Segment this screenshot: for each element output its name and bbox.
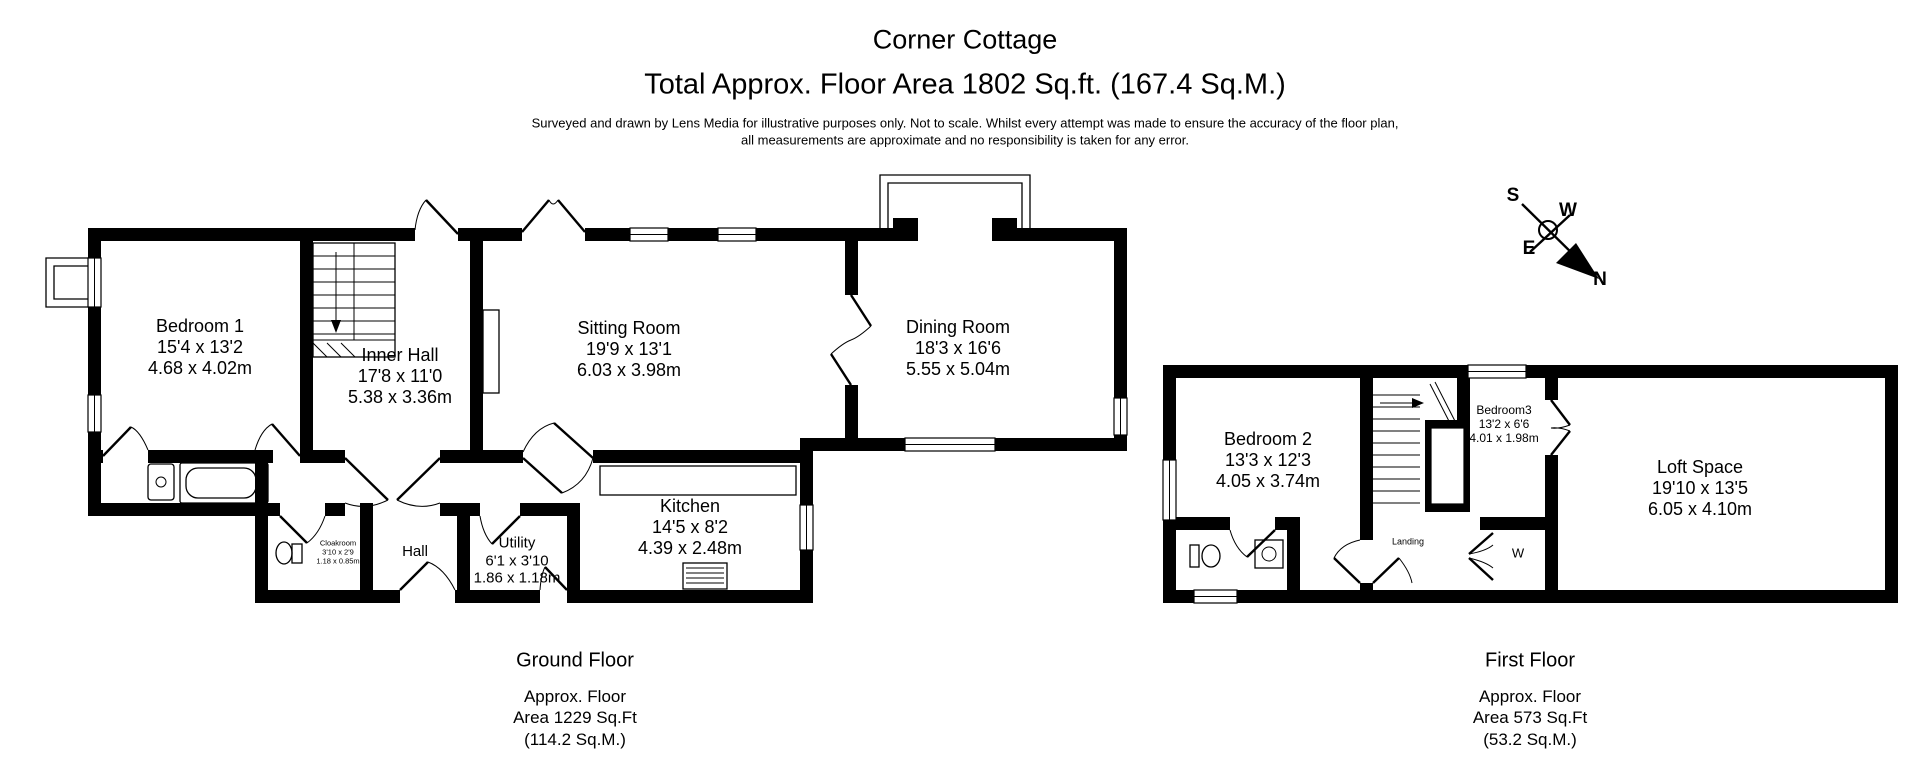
disclaimer-line-1: Surveyed and drawn by Lens Media for illustrative purposes only. Not to scale. Whilst every attempt was made to ensure the accuracy of the floor plan, bbox=[531, 115, 1399, 131]
room-label-hall: Hall bbox=[402, 543, 428, 561]
cloakroom-toilet-icon bbox=[276, 542, 302, 564]
room-label-sitting-room: Sitting Room 19'9 x 13'1 6.03 x 3.98m bbox=[576, 318, 682, 381]
bedroom1-bay-window bbox=[46, 258, 88, 307]
room-label-landing: Landing bbox=[1391, 536, 1425, 547]
room-label-bedroom-3: Bedroom3 13'2 x 6'6 4.01 x 1.98m bbox=[1469, 402, 1539, 446]
room-label-bedroom-1: Bedroom 1 15'4 x 13'2 4.68 x 4.02m bbox=[147, 316, 253, 379]
first-floor-area-summary: Approx. Floor Area 573 Sq.Ft (53.2 Sq.M.) bbox=[1472, 687, 1588, 749]
room-label-dining-room: Dining Room 18'3 x 16'6 5.55 x 5.04m bbox=[905, 317, 1011, 380]
room-label-bedroom-2: Bedroom 2 13'3 x 12'3 4.05 x 3.74m bbox=[1215, 429, 1321, 492]
first-floor-title: First Floor bbox=[1485, 649, 1575, 672]
compass-west-label: W bbox=[1559, 200, 1577, 221]
room-label-wardrobe: W bbox=[1511, 545, 1525, 561]
ground-floor-title: Ground Floor bbox=[516, 649, 634, 672]
bathroom-sink-icon bbox=[148, 464, 174, 500]
bath-icon bbox=[180, 463, 268, 503]
fireplace bbox=[483, 310, 499, 393]
compass-north-label: N bbox=[1593, 269, 1607, 290]
ground-floor-doors bbox=[103, 200, 871, 590]
page-title: Corner Cottage bbox=[872, 24, 1058, 55]
ground-floor-stairs bbox=[313, 243, 395, 357]
room-label-kitchen: Kitchen 14'5 x 8'2 4.39 x 2.48m bbox=[637, 496, 743, 559]
room-label-cloakroom: Cloakroom 3'10 x 2'9 1.18 x 0.85m bbox=[316, 538, 360, 566]
room-label-inner-hall: Inner Hall 17'8 x 11'0 5.38 x 3.36m bbox=[347, 345, 453, 408]
cooker-icon bbox=[683, 563, 727, 589]
compass-south-label: S bbox=[1506, 185, 1520, 206]
compass-east-label: E bbox=[1522, 238, 1536, 259]
ground-floor-windows bbox=[88, 228, 1127, 550]
ground-floor-plan bbox=[46, 175, 1127, 603]
room-label-utility: Utility 6'1 x 3'10 1.86 x 1.18m bbox=[473, 534, 561, 587]
room-label-loft-space: Loft Space 19'10 x 13'5 6.05 x 4.10m bbox=[1647, 457, 1753, 520]
kitchen-worktop bbox=[600, 466, 796, 495]
total-area-subtitle: Total Approx. Floor Area 1802 Sq.ft. (167.4 Sq.M.) bbox=[644, 68, 1286, 101]
disclaimer-line-2: all measurements are approximate and no responsibility is taken for any error. bbox=[741, 132, 1189, 148]
ground-floor-area-summary: Approx. Floor Area 1229 Sq.Ft (114.2 Sq.M.) bbox=[513, 687, 637, 749]
ground-floor-walls bbox=[88, 218, 1127, 603]
firstfloor-toilet-icon bbox=[1190, 545, 1220, 567]
